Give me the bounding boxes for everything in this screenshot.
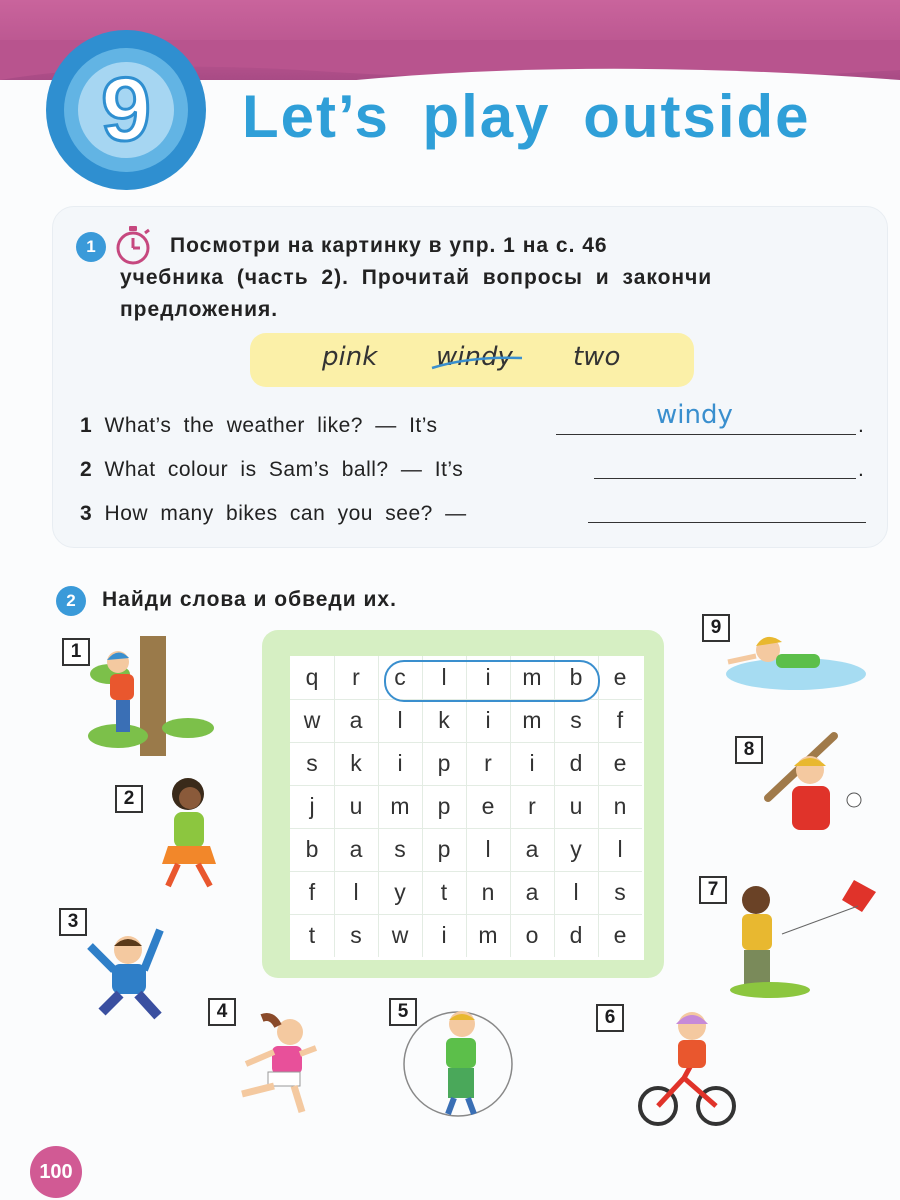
grid-letter[interactable]: s — [350, 922, 362, 948]
grid-letter[interactable]: a — [349, 707, 363, 733]
stopwatch-icon — [112, 224, 154, 266]
exercise-1-badge: 1 — [76, 232, 106, 262]
grid-letter[interactable]: n — [481, 879, 495, 905]
grid-letter[interactable]: r — [352, 664, 360, 690]
grid-letter[interactable]: s — [306, 750, 318, 776]
question-3 — [80, 502, 467, 526]
girl-walking-illustration — [150, 772, 230, 896]
grid-letter[interactable]: b — [305, 836, 319, 862]
grid-letter[interactable]: i — [397, 750, 403, 776]
grid-letter[interactable]: i — [529, 750, 535, 776]
picture-label-5: 5 — [389, 998, 417, 1026]
grid-letter[interactable]: j — [309, 793, 315, 819]
circled-word — [384, 660, 600, 702]
question-number: 1 — [80, 414, 93, 437]
grid-letter[interactable]: p — [437, 750, 451, 776]
grid-letter[interactable]: n — [613, 793, 627, 819]
grid-letter[interactable]: d — [569, 750, 583, 776]
period: . — [858, 458, 865, 481]
grid-letter[interactable]: q — [305, 664, 319, 690]
grid-letter[interactable]: m — [522, 664, 542, 690]
girl-swimming-illustration — [716, 624, 868, 708]
grid-letter[interactable]: y — [394, 879, 406, 905]
period: . — [858, 414, 865, 437]
boy-flying-kite-illustration — [730, 876, 882, 998]
grid-letter[interactable]: u — [349, 793, 363, 819]
grid-letter[interactable]: w — [391, 922, 409, 948]
boy-skipping-illustration — [396, 1004, 520, 1122]
picture-label-6: 6 — [596, 1004, 624, 1032]
grid-letter[interactable]: i — [485, 664, 491, 690]
strike-mark — [430, 352, 526, 372]
grid-letter[interactable]: a — [525, 836, 539, 862]
picture-label-4: 4 — [208, 998, 236, 1026]
word-bank-word: pink — [322, 342, 378, 372]
grid-letter[interactable]: l — [397, 707, 403, 733]
grid-letter[interactable]: i — [441, 922, 447, 948]
word-bank-word-crossed: windy — [436, 342, 513, 372]
picture-label-9: 9 — [702, 614, 730, 642]
exercise-1-instruction-line1: Посмотри на картинку в упр. 1 на с. 46 — [170, 234, 608, 257]
grid-letter[interactable]: a — [525, 879, 539, 905]
unit-number: 9 — [100, 60, 152, 160]
grid-letter[interactable]: b — [569, 664, 583, 690]
grid-letter[interactable]: r — [484, 750, 492, 776]
picture-label-1: 1 — [62, 638, 90, 666]
question-text: What’s the weather like? — It’s — [104, 414, 438, 437]
question-2 — [80, 458, 463, 482]
girl-riding-bike-illustration — [634, 1006, 738, 1130]
grid-letter[interactable]: c — [394, 664, 406, 690]
grid-letter[interactable]: e — [613, 664, 627, 690]
boy-jumping-illustration — [84, 916, 174, 1026]
grid-letter[interactable]: k — [438, 707, 450, 733]
answer-line-3[interactable] — [588, 522, 866, 523]
grid-letter[interactable]: i — [485, 707, 491, 733]
girl-playing-baseball-illustration — [748, 730, 864, 854]
grid-letter[interactable]: o — [525, 922, 539, 948]
grid-letter[interactable]: f — [308, 879, 316, 905]
question-text: What colour is Sam’s ball? — It’s — [104, 458, 464, 481]
grid-letter[interactable]: l — [485, 836, 491, 862]
grid-letter[interactable]: k — [350, 750, 362, 776]
girl-running-illustration — [212, 1004, 332, 1116]
grid-letter[interactable]: l — [441, 664, 447, 690]
answer-line-1[interactable] — [556, 434, 856, 435]
exercise-2-badge: 2 — [56, 586, 86, 616]
picture-label-7: 7 — [699, 876, 727, 904]
grid-letter[interactable]: t — [308, 922, 316, 948]
question-number: 3 — [80, 502, 93, 525]
grid-letter[interactable]: m — [390, 793, 410, 819]
grid-letter[interactable]: f — [616, 707, 624, 733]
grid-letter[interactable]: l — [617, 836, 623, 862]
grid-letter[interactable]: l — [573, 879, 579, 905]
exercise-2-instruction: Найди слова и обведи их. — [102, 588, 397, 611]
page-title: Let’s play outside — [242, 83, 811, 150]
grid-letter[interactable]: p — [437, 793, 451, 819]
unit-number-badge — [38, 28, 218, 208]
answer-line-2[interactable] — [594, 478, 856, 479]
exercise-1-instruction-line2: учебника (часть 2). Прочитай вопросы и закончи — [120, 266, 713, 289]
picture-label-2: 2 — [115, 785, 143, 813]
grid-letter[interactable]: a — [349, 836, 363, 862]
question-text: How many bikes can you see? — — [104, 502, 467, 525]
question-number: 2 — [80, 458, 93, 481]
boy-climbing-tree-illustration — [88, 636, 218, 756]
grid-letter[interactable]: r — [528, 793, 536, 819]
grid-letter[interactable]: l — [353, 879, 359, 905]
grid-letter[interactable]: e — [613, 750, 627, 776]
handwritten-answer: windy — [656, 400, 733, 430]
grid-letter[interactable]: s — [614, 879, 626, 905]
grid-letter[interactable]: e — [481, 793, 495, 819]
grid-letter[interactable]: w — [303, 707, 321, 733]
picture-label-3: 3 — [59, 908, 87, 936]
word-bank-word: two — [573, 342, 621, 372]
grid-letter[interactable]: t — [440, 879, 448, 905]
question-1 — [80, 414, 438, 438]
grid-letter[interactable]: m — [522, 707, 542, 733]
grid-letter[interactable]: m — [478, 922, 498, 948]
exercise-1-instruction-line3: предложения. — [120, 298, 279, 321]
grid-letter[interactable]: u — [569, 793, 583, 819]
grid-letter[interactable]: e — [613, 922, 627, 948]
picture-label-8: 8 — [735, 736, 763, 764]
grid-letter[interactable]: p — [437, 836, 451, 862]
grid-letter[interactable]: d — [569, 922, 583, 948]
grid-letter[interactable]: s — [570, 707, 582, 733]
page-number: 100 — [30, 1146, 82, 1198]
grid-letter[interactable]: s — [394, 836, 406, 862]
grid-letter[interactable]: y — [570, 836, 582, 862]
